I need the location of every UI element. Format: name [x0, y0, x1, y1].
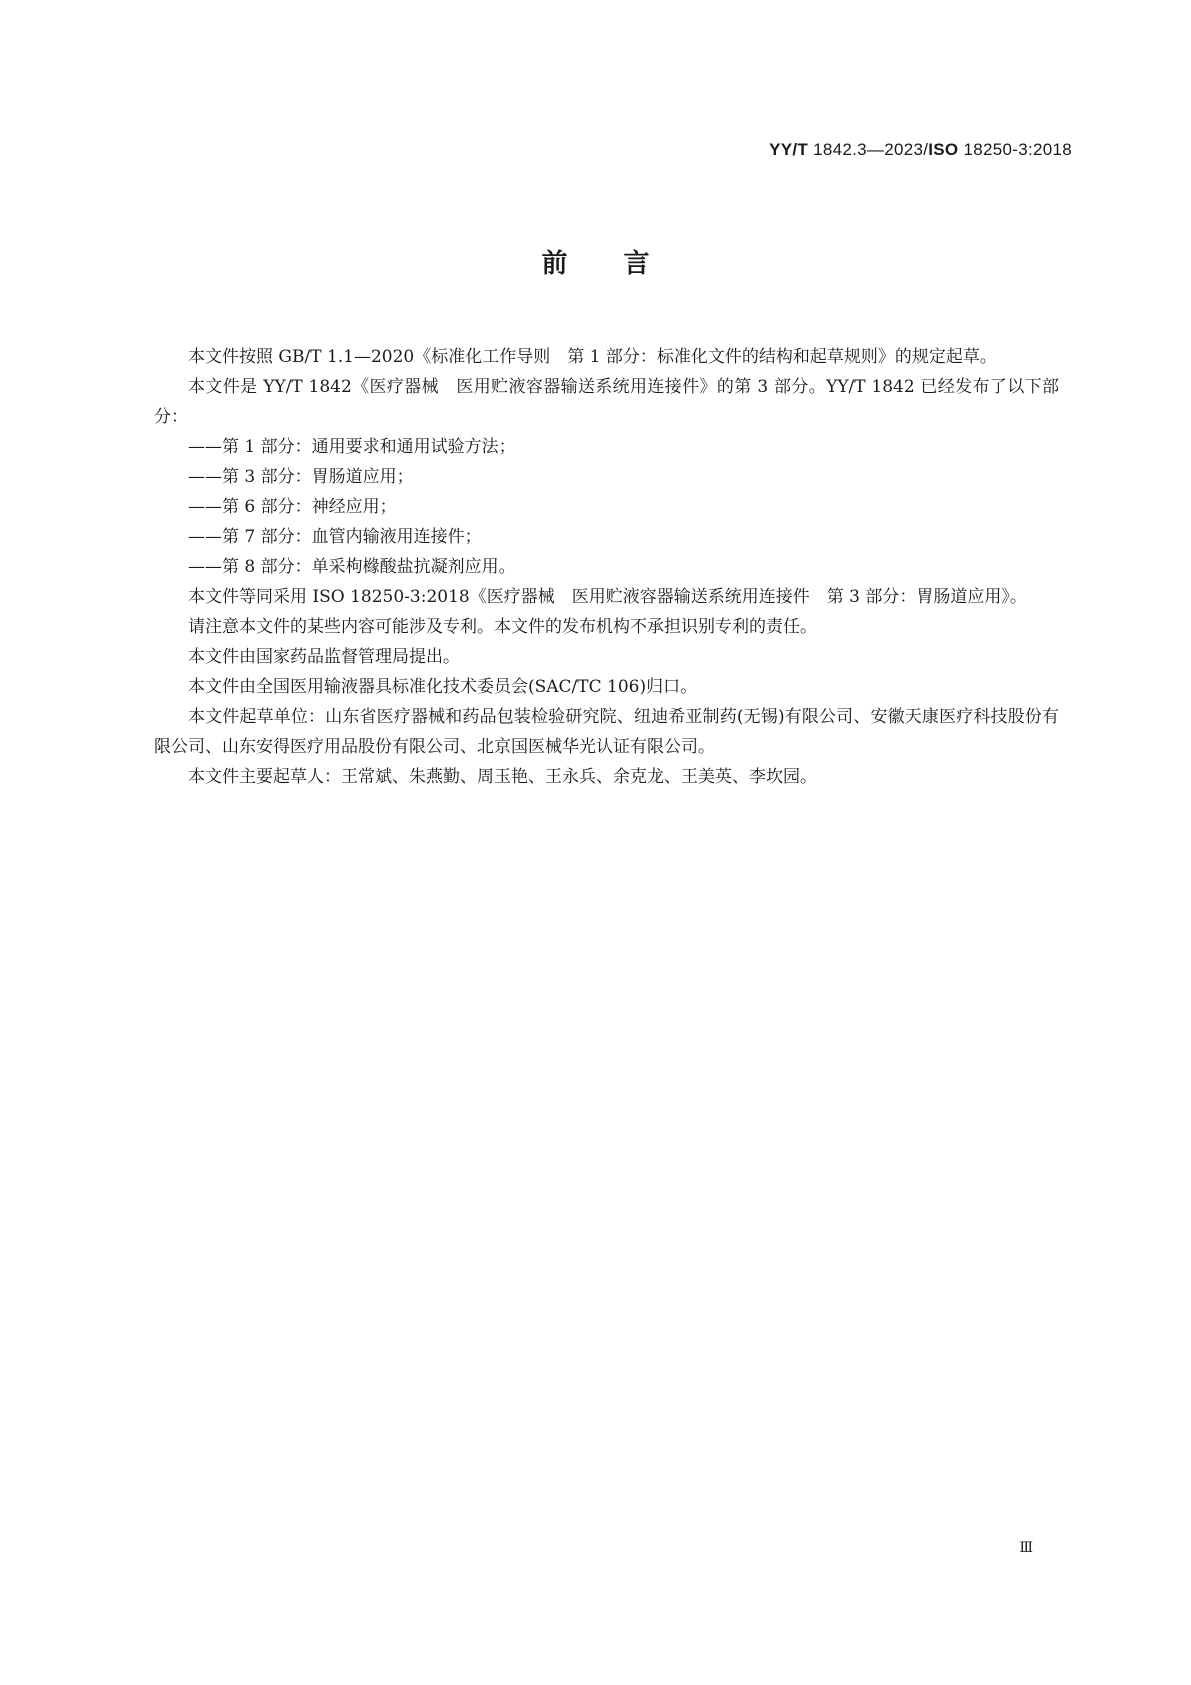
paragraph-iso-adoption: 本文件等同采用 ISO 18250-3:2018《医疗器械 医用贮液容器输送系统用连接件 第 3 部分：胃肠道应用》。	[188, 587, 1027, 607]
paragraph-technical-committee: 本文件由全国医用输液器具标准化技术委员会(SAC/TC 106)归口。	[188, 677, 698, 697]
standard-code-header	[769, 140, 1072, 160]
list-item-part-3: ——第 3 部分：胃肠道应用；	[188, 467, 414, 487]
paragraph-part-series: 本文件是 YY/T 1842《医疗器械 医用贮液容器输送系统用连接件》的第 3 部分。YY/T 1842 已经发布了以下部分：	[154, 377, 1059, 427]
standard-code-iso: ISO	[928, 140, 959, 159]
standard-code-rest: 18250-3:2018	[958, 140, 1072, 159]
list-item-part-6: ——第 6 部分：神经应用；	[188, 497, 397, 517]
paragraph-drafting-rules: 本文件按照 GB/T 1.1—2020《标准化工作导则 第 1 部分：标准化文件的结构和起草规则》的规定起草。	[188, 347, 997, 367]
paragraph-proposed-by: 本文件由国家药品监督管理局提出。	[188, 647, 460, 667]
page-title: 前言	[541, 249, 706, 279]
paragraph-patent-notice: 请注意本文件的某些内容可能涉及专利。本文件的发布机构不承担识别专利的责任。	[188, 617, 817, 637]
standard-code-main: 1842.3—2023/	[808, 140, 929, 159]
list-item-part-1: ——第 1 部分：通用要求和通用试验方法；	[188, 437, 516, 457]
paragraph-drafters: 本文件主要起草人：王常斌、朱燕勤、周玉艳、王永兵、余克龙、王美英、李坎园。	[188, 767, 817, 787]
page-number: Ⅲ	[1019, 1540, 1033, 1556]
standard-code-prefix: YY/T	[769, 140, 809, 159]
paragraph-drafting-organizations: 本文件起草单位：山东省医疗器械和药品包装检验研究院、纽迪希亚制药(无锡)有限公司、安徽天康医疗科技股份有限公司、山东安得医疗用品股份有限公司、北京国医械华光认证有限公司。	[154, 707, 1059, 757]
list-item-part-8: ——第 8 部分：单采枸橼酸盐抗凝剂应用。	[188, 557, 516, 577]
list-item-part-7: ——第 7 部分：血管内输液用连接件；	[188, 527, 482, 547]
foreword-body	[154, 342, 1059, 792]
